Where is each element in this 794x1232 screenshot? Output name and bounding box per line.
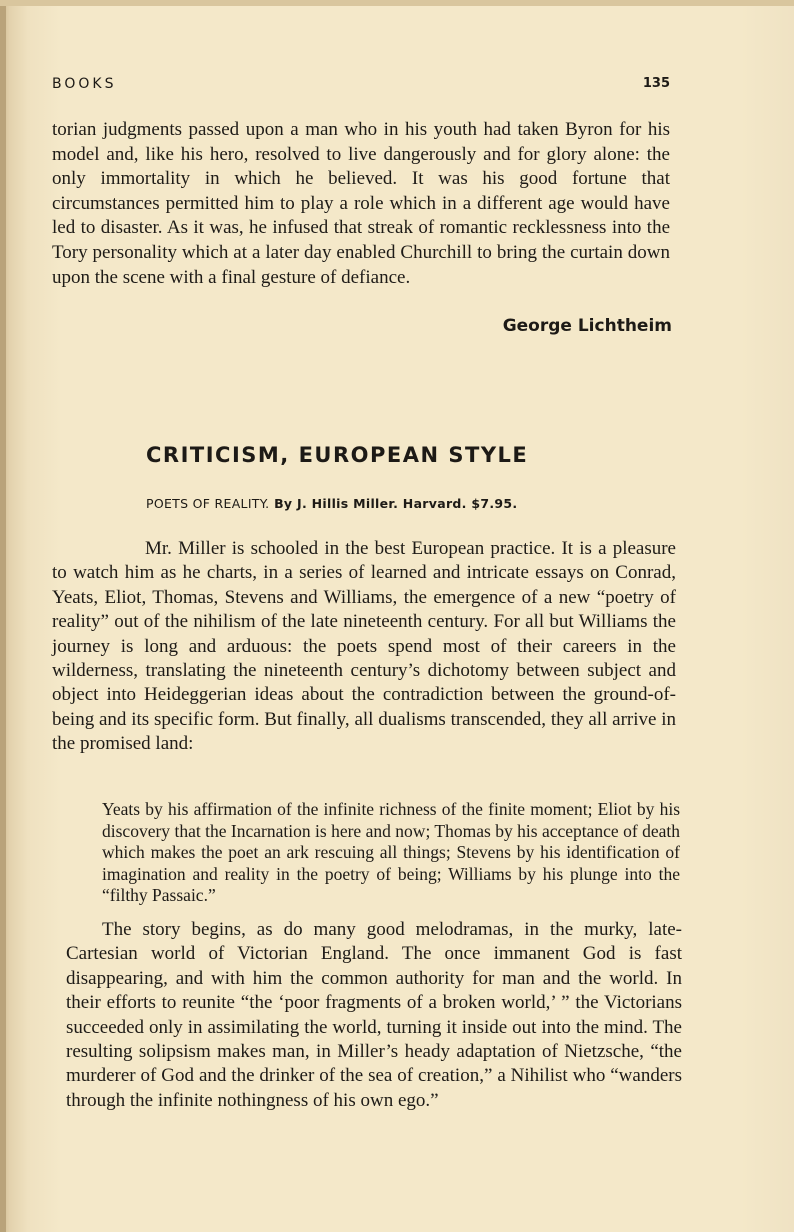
block-quote: Yeats by his affirmation of the infinite richness of the finite moment; Eliot by his discovery that the Incarnation is here and now; Thomas by his acceptance of death which makes the poet an ark rescuing all things; Stevens by his identification of imagination and reality in the poetry of being; Williams by his plunge into the “filthy Passaic.” [102,799,680,906]
page-gutter-shadow [0,0,6,1232]
book-citation [146,496,517,511]
review-paragraph-1: Mr. Miller is schooled in the best European practice. It is a pleasure to watch him as he charts, in a series of learned and intricate essays on Conrad, Yeats, Eliot, Thomas, Stevens and Williams, the emergence of a new “poetry of reality” out of the nihilism of the late nineteenth century. For all but Williams the journey is long and arduous: the poets spend most of their careers in the wilderness, translating the nineteenth century’s dichotomy between subject and object into Heideggerian ideas about the contradiction between the ground-of-being and its specific form. But finally, all dualisms transcended, they all arrive in the promised land: [52,538,676,755]
review-paragraph-2: The story begins, as do many good melodramas, in the murky, late-Cartesian world of Victorian England. The once immanent God is fast disappearing, and with him the common authority for man and the world. In their efforts to reunite “the ‘poor fragments of a broken world,’ ” the Victorians succeeded only in assimilating the world, turning it inside out into the mind. The resulting solipsism makes man, in Miller’s heady adaptation of Nietzsche, “the murderer of God and the drinker of the sea of creation,” a Nihilist who “wanders through the infinite nothingness of his own ego.” [66,919,682,1111]
previous-review-paragraph: torian judgments passed upon a man who in his youth had taken Byron for his model and, like his hero, resolved to live dangerously and for glory alone: the only immortality in which he believed. It was his good fortune that circumstances permitted him to play a role which in a different age would have led to disaster. As it was, he infused that streak of romantic recklessness into the Tory personality which at a later day enabled Churchill to bring the curtain down upon the scene with a final gesture of defiance. [52,119,670,288]
page-number: 135 [642,76,670,91]
running-head: BOOKS [52,76,117,92]
reviewer-signature: George Lichtheim [502,316,672,336]
page-top-edge [0,0,794,6]
book-details: By J. Hillis Miller. Harvard. $7.95. [274,496,518,511]
book-title: POETS OF REALITY. [146,496,270,511]
review-title: CRITICISM, EUROPEAN STYLE [146,443,529,467]
